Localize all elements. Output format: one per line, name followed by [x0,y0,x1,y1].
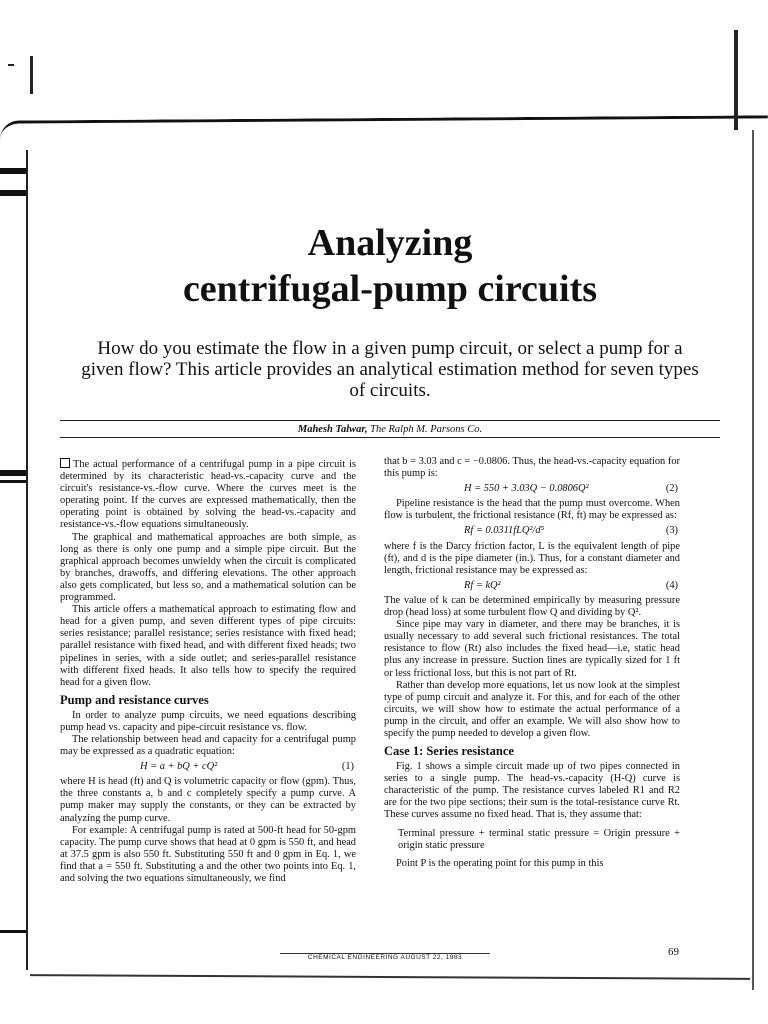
author-affiliation: The Ralph M. Parsons Co. [370,424,483,435]
section-heading: Pump and resistance curves [60,692,209,707]
paragraph: that b = 3.03 and c = −0.0806. Thus, the head-vs.-capacity equation for this pump is: [384,456,680,480]
equation-body: Rf = 0.0311fLQ²/d⁵ [464,525,545,537]
equation-body: Rf = kQ² [464,579,501,591]
equation-1 [60,761,356,773]
scan-speck [734,30,738,130]
scan-speck [8,64,14,66]
paragraph: Pipeline resistance is the head that the pump must overcome. When flow is turbulent, the frictional resistance (Rf, ft) may be expressed as: [384,498,680,522]
byline-rule [60,437,720,438]
paragraph: This article offers a mathematical approach to estimating flow and head for a given pump, and seven different types of pipe circuits: series resistance; parallel resistance; series resistance with fixed head; parallel resistance with fixed head, and with different fixed heads; two pipelines in series, with a side outlet; and series-parallel resistance with different fixed heads. It also tells how to specify the required head for a given flow. [60,604,356,688]
equation-number: (4) [665,579,678,591]
article-title-line1: Analyzing [307,222,473,264]
paragraph: For example: A centrifugal pump is rated at 500-ft head for 50-gpm capacity. The pump curve shows that head at 0 gpm is 550 ft, and head at 37.5 gpm is also 550 ft. Substituting 550 ft and 0 gpm in Eq. 1, we find that a = 550 ft. Substituting a and the other two points into Eq. 1, and solving the two equations simultaneously, we find [60,824,356,884]
equation-3 [384,525,680,537]
scan-binding-mark [0,470,26,476]
equation-2 [384,483,680,495]
equation-body: H = 550 + 3.03Q − 0.0806Q² [464,483,589,495]
equation-body: H = a + bQ + cQ² [140,761,218,773]
paragraph: Fig. 1 shows a simple circuit made up of two pipes connected in series to a single pump. The head-vs.-capacity (H-Q) curve is characteristic of the pump. The resistance curves labeled R1 and R2 are for the two pipe sections; their sum is the total-resistance curve Rt. These curves assume no fixed head. That is, they assume that: [384,761,680,821]
paragraph: In order to analyze pump circuits, we need equations describing pump head vs. capacity and pipe-circuit resistance vs. flow. [60,709,356,733]
paragraph: Since pipe may vary in diameter, and there may be branches, it is usually necessary to add several such frictional resistances. The total resistance to flow (Rt) also includes the fixed head—i.e, static head plus any increase in pressure. Suction lines are typically sized for 1 ft or less frictional loss, but this is not part of Rt. [384,619,680,679]
scan-page-edge-right [752,130,754,990]
paragraph: The actual performance of a centrifugal pump in a pipe circuit is determined by its characteristic head-vs.-capacity curve and the circuit's resistance-vs.-flow curve. Where the curves meet is the operating point. If the curves are expressed mathematically, then the operating point is obtained by solving the head-vs.-capacity and resistance-vs.-flow equations simultaneously. [60,459,356,531]
equation-number: (1) [341,761,354,773]
paragraph: where H is head (ft) and Q is volumetric capacity or flow (gpm). Thus, the three constants a, b and c completely specify a pump curve. A pump maker may supply the constants, or they can be extracted by analyzing the pump curve. [60,776,356,824]
paragraph: The graphical and mathematical approaches are both simple, as long as there is only one pump and a simple pipe circuit. But the graphical approach becomes unwieldy when the circuit is complicated by branches, drawoffs, and differing elevations. The other approach also gets complicated, but less so, and a mathematical solution can be programmed. [60,531,356,604]
author-name: Mahesh Talwar, [297,424,368,435]
scan-binding-mark [0,168,26,174]
right-column [384,456,680,870]
scan-binding-mark [0,190,26,196]
box-mark-icon [60,458,70,468]
byline-rule [60,420,720,421]
scan-page-edge-bottom [30,974,750,980]
paragraph: Point P is the operating point for this pump in this [396,857,604,869]
page-number: 69 [668,946,679,958]
scan-page-edge-top [0,115,768,139]
article-page [40,140,740,970]
left-column [60,458,356,885]
scan-page-edge-left [0,150,28,970]
scan-binding-mark [0,480,26,483]
byline [60,423,720,437]
article-title-line2: centrifugal-pump circuits [182,268,598,310]
equation-number: (3) [665,525,678,537]
equation-number: (2) [665,483,678,495]
section-heading: Case 1: Series resistance [384,744,514,759]
journal-footer: CHEMICAL ENGINEERING AUGUST 22, 1983 [307,954,463,961]
paragraph: where f is the Darcy friction factor, L is the equivalent length of pipe (ft), and d is the pipe diameter (in.). Thus, for a constant diameter and length, frictional resistance may be expressed as: [384,540,680,576]
indented-equation-text: Terminal pressure + terminal static pressure = Origin pressure + origin static pressure [398,827,680,851]
article-subtitle: How do you estimate the flow in a given pump circuit, or select a pump for a given flow? This article provides an analytical estimation method for seven types of circuits. [81,338,699,401]
paragraph: Rather than develop more equations, let us now look at the simplest type of pump circuit and analyze it. For this, and for each of the other circuits, we will show how to estimate the actual performance of a pump in the circuit, and offer an example. We will also show how to specify the pump needed to develop a given flow. [384,679,680,739]
equation-4 [384,580,680,592]
paragraph: The relationship between head and capacity for a centrifugal pump may be expressed as a quadratic equation: [60,733,356,758]
scan-speck [30,56,33,94]
paragraph: The value of k can be determined empirically by measuring pressure drop (head loss) at some turbulent flow Q and dividing by Q². [384,594,680,619]
scan-binding-mark [0,930,26,933]
